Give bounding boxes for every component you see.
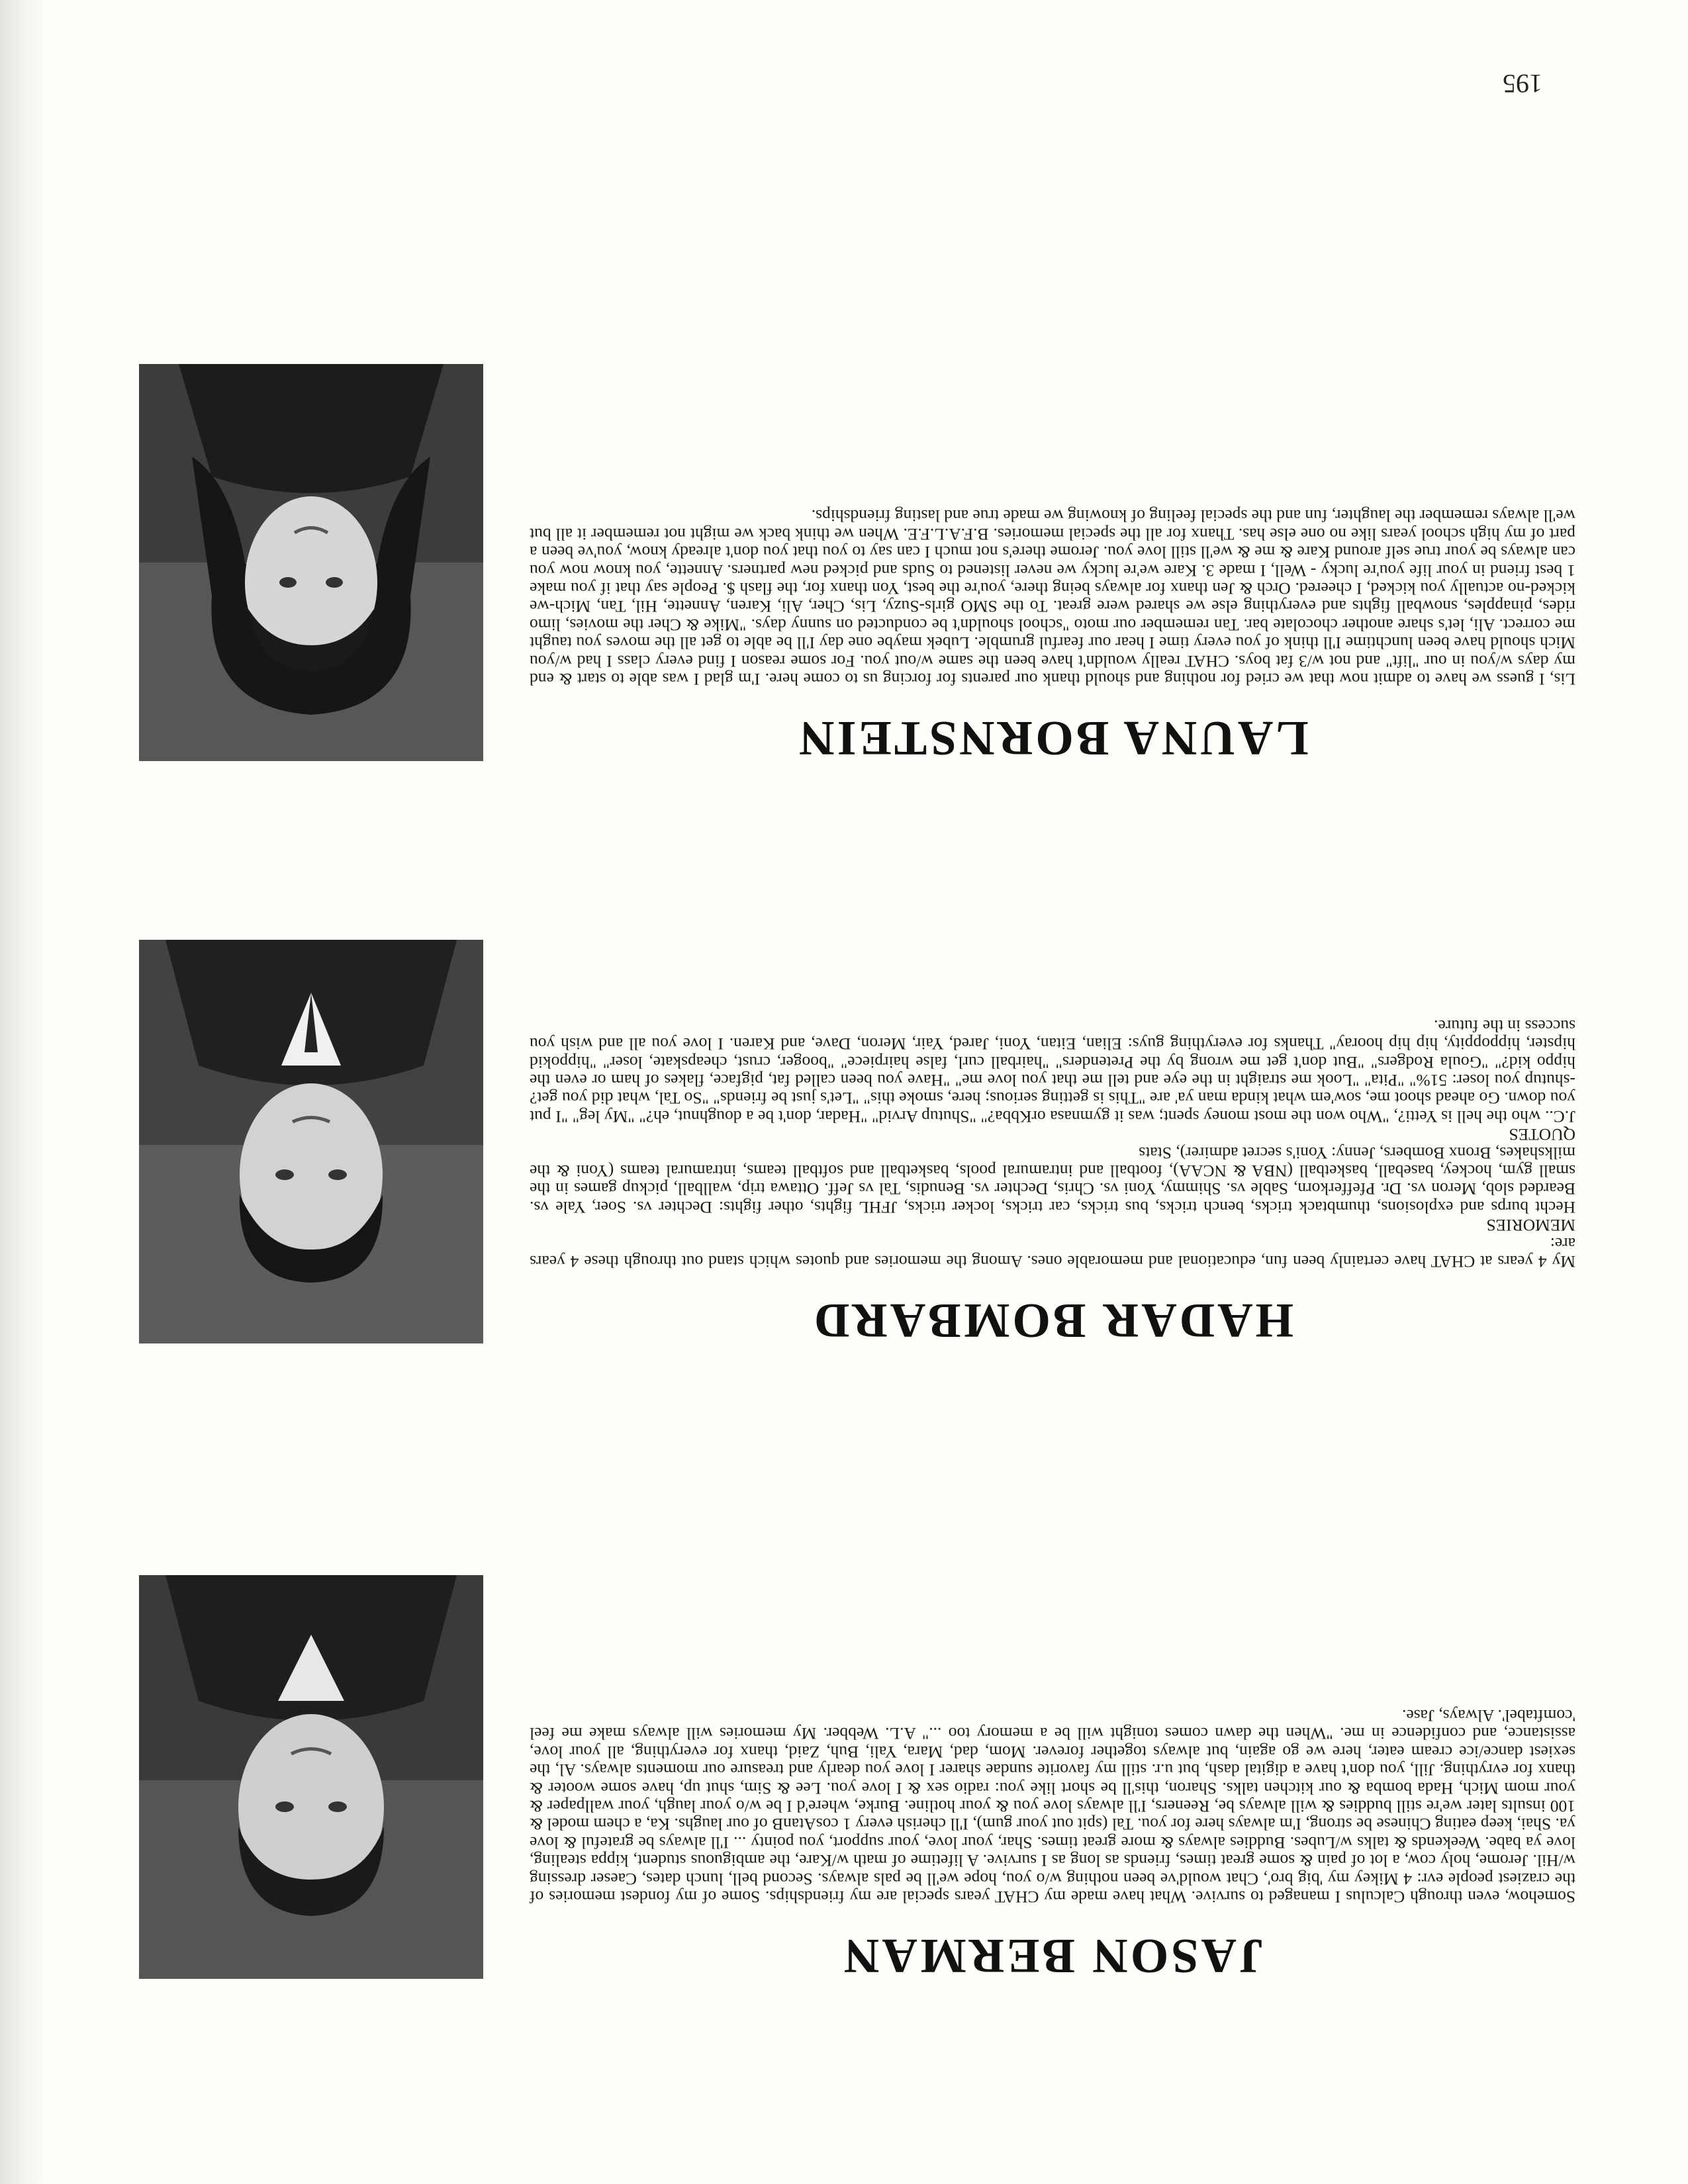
student-name: LAUNA BORNSTEIN xyxy=(796,711,1309,765)
entry-text xyxy=(530,1017,1575,1271)
entry-text xyxy=(530,1707,1575,1906)
entry-paragraph: Lis, I guess we have to admit now that we cried for nothing and should thank our parents for forcing us to come here. I'm glad I was able to start & end my days w/you in our "lift" and not w/3 fat boys. CHAT really wouldn't have been the same w/out you. For some reason I find every class I had w/you Mich should have been lunchtime I'll think of you every time I hear our fearful grumble. Lubek maybe one day I'll be able to get all the moves you taught me correct. Ali, let's share another chocolate bar. Tan remember our moto "school shouldn't be conducted on sunny days. "Mike & Cher the movies, limo rides, pinapples, snowball fights and everything else we shared were great. To the SMO girls-Suzy, Lis, Cher, Ali, Karen, Annette, Hil, Tan, Mich-we kicked-no actually you kicked, I cheered. Orch & Jen thanx for always being there, you're the best, Yon thanx for, the flash $. People say that if you make 1 best friend in your life you're lucky - Well, I made 3. Kare we're lucky we never listened to Suds and picked new partners. Annette, you know now you can always be your true self around Kare & me & we'll still love you. Jerome there's not much I can say to you that you don't already know, you've been a part of my high school years like no one else has. Thanx for all the special memories. B.F.A.L.F.E. When we think back we might not remember it all but we'll always remember the laughter, fun and the special feeling of knowing we made true and lasting friendships. xyxy=(530,506,1575,689)
entry-text xyxy=(530,507,1575,688)
section-heading-quotes: QUOTES xyxy=(1509,1125,1575,1145)
senior-entry-hadar-bombard xyxy=(132,821,1575,1350)
section-heading-memories: MEMORIES xyxy=(1486,1216,1575,1236)
student-photo xyxy=(139,940,483,1343)
student-photo xyxy=(139,364,483,761)
student-name: HADAR BOMBARD xyxy=(811,1293,1294,1347)
student-photo xyxy=(139,1575,483,1979)
student-name: JASON BERMAN xyxy=(841,1929,1264,1983)
entry-paragraph: Somehow, even through Calculus I managed to survive. What have made my CHAT years special are my friendships. Some of my fondest memories of the craziest people evr: 4 Mikey my 'big bro', Chat would've been nothing w/o you, hope we'll be pals always. Second bell, lunch dates, Caeser dressing w/Hil. Jerome, holy cow, a lot of pain & some great times, friends as long as I survive. A lifetime of math w/Kare, the ambiguous student, kippa stealing, love ya babe. Weekends & talks w/Lubes. Buddies always & more great times. Shar, your love, your support, you pointy ... I'll always be grateful & love ya. Shai, keep eating Chinese be strong, I'm always here for you. Tal (spit out your gum), I'll cherish every 1 cosAtanB of our laughs. Ka, a chem model & 100 insults later we're still buddies & will always be, Reeners, I'll always love you & your hotline. Burke, where'd I be w/o your laugh, your wallpaper & your mom Mich, Hada bomba & our kitchen talks. Sharon, this'll be short like you: radio sex & I love you. Lee & Sim, shut up, have some wooter & thanx for evrything. Jill, you don't have a digital dash, but u.r. still my favorite sundae sharer I love you dearly and treasure our moments always. Al, the sexiest dance/ice cream eater, here we go again, but always together forever. Mom, dad, Mara, Yali, Buh, Zaid, thanx for everything, all your love, assistance, and confidence in me. "When the dawn comes tonight will be a memory too ..." A.L. Webber. My memories will always make me feel 'comftabel'. Always, Jase. xyxy=(530,1706,1575,1907)
page-number: 195 xyxy=(1503,69,1542,99)
entry-paragraph: Hecht burps and explosions, thumbtack tricks, bench tricks, bus tricks, car tricks, locker tricks, JFHL fights, other fights: Dechter vs. Soer, Yale vs. Bearded slob, Meron vs. Dr. Pfefferkorn, Sable vs. Shimmy, Yoni vs. Chris, Dechter vs. Benudis, Tal vs Jeff. Ottawa trip, wallball, pickup games in the small gym, hockey, baseball, basketball (NBA & NCAA), football and intramural pools, basketball and softball teams, intramural teams (Yoni & the milkshakes, Bronx Bombers, Jenny: Yoni's secret admirer), Stats xyxy=(530,1143,1575,1217)
senior-entry-jason-berman xyxy=(132,1443,1575,1985)
entry-paragraph: J.C.. who the hell is Yetti?, "Who won the most money spent; was it gymnasa orKbba?" "Shutup Arvid" "Hadar, don't be a doughnut, eh?" "My leg" "I put you down. Go ahead shoot me, sow'em what kinda man ya' are "This is getting serious; here, smoke this" "Let's just be friends" "So Tal, what did you get?-shutup you loser: 51%" "Pita" "Look me straight in the eye and tell me that you love me" "Have you been called fat, pigface, flakes of ham or even the hippo kid?" "Goula Rodgers" "But don't get me wrong by the Pretenders" "hairball curl, false hairpiece" "booger, crust, cheapskate, loser" "hippokid hipster, hippoppity, hip hip hooray" Thanks for everything guys: Elian, Eitan, Yoni, Jared, Yair, Meron, Dave, and Karen. I love you all and wish you success in the future. xyxy=(530,1016,1575,1126)
senior-entry-launa-bornstein xyxy=(132,251,1575,768)
entry-paragraph: My 4 years at CHAT have certainly been fun, educational and memorable ones. Among the memories and quotes which stand out through these 4 years are: xyxy=(530,1234,1575,1271)
